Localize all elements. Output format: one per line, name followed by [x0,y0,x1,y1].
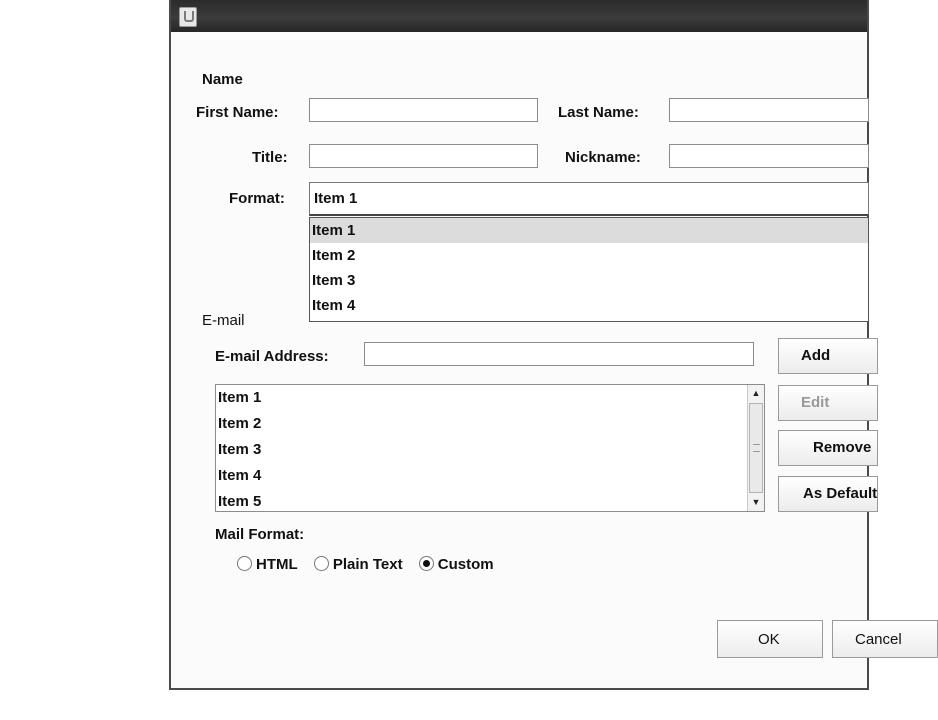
java-app-icon [179,7,197,27]
radio-button-icon[interactable] [314,556,329,571]
scroll-up-icon[interactable]: ▲ [751,388,761,398]
radio-custom-label: Custom [437,556,494,573]
format-option[interactable]: Item 2 [312,247,356,264]
email-address-field[interactable] [364,342,754,366]
add-button[interactable]: Add [778,338,878,374]
email-address-label: E-mail Address: [215,348,329,365]
first-name-field[interactable] [309,98,538,122]
first-name-label: First Name: [196,104,279,121]
title-field[interactable] [309,144,538,168]
list-item[interactable]: Item 2 [218,415,262,432]
list-item[interactable]: Item 4 [218,467,262,484]
name-section-heading: Name [202,71,243,88]
list-item[interactable]: Item 5 [218,493,262,510]
radio-custom[interactable] [419,556,494,573]
last-name-label: Last Name: [558,104,639,121]
mail-format-radio-group [237,556,506,573]
radio-html-label: HTML [256,556,298,573]
nickname-field[interactable] [669,144,869,168]
edit-button[interactable]: Edit [778,385,878,421]
list-item[interactable]: Item 1 [218,389,262,406]
format-dropdown-list [309,217,869,322]
mail-format-label: Mail Format: [215,526,305,543]
email-section-heading: E-mail [202,312,245,329]
last-name-field[interactable] [669,98,869,122]
radio-button-icon[interactable] [237,556,252,571]
radio-plain-text-label: Plain Text [332,556,403,573]
list-item[interactable]: Item 3 [218,441,262,458]
ok-button[interactable]: OK [717,620,823,658]
nickname-label: Nickname: [565,149,641,166]
format-option[interactable]: Item 3 [312,272,356,289]
scroll-down-icon[interactable]: ▼ [751,497,761,507]
email-list[interactable] [215,384,765,512]
format-option[interactable]: Item 4 [312,297,356,314]
remove-button[interactable]: Remove [778,430,878,466]
title-label: Title: [252,149,288,166]
cancel-button[interactable]: Cancel [832,620,938,658]
scrollbar-thumb[interactable] [749,403,763,493]
radio-button-selected-icon[interactable] [419,556,434,571]
format-label: Format: [229,190,285,207]
format-combobox[interactable] [309,182,869,216]
as-default-button[interactable]: As Default [778,476,878,512]
title-bar[interactable] [171,0,867,32]
radio-plain-text[interactable] [314,556,403,573]
dialog-window [169,0,902,690]
radio-html[interactable] [237,556,298,573]
format-selected-value: Item 1 [314,190,358,207]
format-option[interactable]: Item 1 [310,218,868,243]
email-list-scrollbar[interactable] [747,385,764,511]
